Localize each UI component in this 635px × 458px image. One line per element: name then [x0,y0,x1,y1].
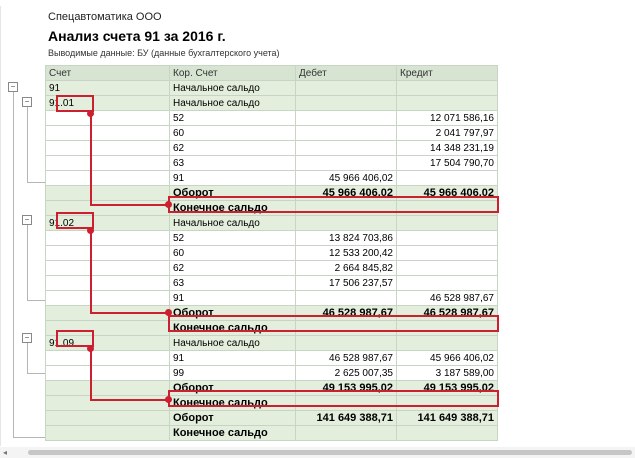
cell-corr: 99 [170,366,296,381]
cell-debit: 2 664 845,82 [296,261,397,276]
cell-corr: Оборот [170,306,296,321]
cell-account [46,366,170,381]
cell-corr: Конечное сальдо [170,426,296,441]
cell-debit: 13 824 703,86 [296,231,397,246]
report-table [45,65,498,441]
cell-account [46,426,170,441]
cell-corr: 60 [170,126,296,141]
table-row[interactable] [46,291,498,306]
cell-debit [296,111,397,126]
table-row[interactable] [46,141,498,156]
cell-account [46,111,170,126]
cell-corr: Конечное сальдо [170,201,296,216]
cell-corr: Начальное сальдо [170,81,296,96]
cell-credit [397,216,498,231]
cell-credit [397,171,498,186]
table-row[interactable] [46,156,498,171]
table-row[interactable] [46,171,498,186]
cell-credit [397,231,498,246]
cell-credit [397,336,498,351]
cell-credit [397,246,498,261]
cell-corr: Оборот [170,411,296,426]
cell-debit [296,141,397,156]
cell-account: 91.02 [46,216,170,231]
cell-credit: 45 966 406,02 [397,186,498,201]
tree-line [27,300,45,301]
cell-corr: 91 [170,291,296,306]
cell-corr: Начальное сальдо [170,216,296,231]
cell-account [46,141,170,156]
cell-corr: 52 [170,111,296,126]
cell-corr: 60 [170,246,296,261]
table-row[interactable] [46,246,498,261]
cell-account [46,351,170,366]
annotation-dot [87,345,94,352]
collapse-group-91[interactable]: − [8,82,18,92]
table-row[interactable] [46,276,498,291]
cell-debit [296,426,397,441]
cell-account [46,126,170,141]
collapse-group-91-09[interactable]: − [22,333,32,343]
cell-corr: 63 [170,276,296,291]
table-row[interactable] [46,216,498,231]
annotation-connector [90,113,92,205]
tree-line [13,437,45,438]
cell-corr: 91 [170,171,296,186]
highlight-closing-balance-91-02 [168,315,499,332]
cell-corr: 63 [170,156,296,171]
cell-debit: 49 153 995,02 [296,381,397,396]
cell-credit: 12 071 586,16 [397,111,498,126]
cell-credit [397,96,498,111]
report-subtitle: Выводимые данные: БУ (данные бухгалтерского учета) [48,48,280,58]
cell-debit: 46 528 987,67 [296,306,397,321]
scroll-left-icon[interactable]: ◂ [3,448,8,457]
cell-credit: 141 649 388,71 [397,411,498,426]
annotation-dot [87,227,94,234]
table-row[interactable] [46,261,498,276]
cell-debit [296,81,397,96]
col-header-debit[interactable]: Дебет [296,66,397,81]
report-company: Спецавтоматика ООО [48,11,162,23]
cell-account [46,411,170,426]
cell-credit [397,276,498,291]
cell-debit: 141 649 388,71 [296,411,397,426]
cell-corr: 62 [170,261,296,276]
cell-credit: 3 187 589,00 [397,366,498,381]
cell-account [46,276,170,291]
tree-line [27,343,28,373]
cell-debit: 12 533 200,42 [296,246,397,261]
tree-line [27,107,28,182]
table-row[interactable] [46,111,498,126]
col-header-account[interactable]: Счет [46,66,170,81]
cell-corr: Оборот [170,186,296,201]
annotation-connector [90,399,168,401]
cell-corr: Начальное сальдо [170,336,296,351]
table-row[interactable] [46,96,498,111]
annotation-connector [90,348,92,400]
cell-debit [296,216,397,231]
cell-debit [296,156,397,171]
cell-debit: 17 506 237,57 [296,276,397,291]
cell-debit [296,291,397,306]
cell-debit: 46 528 987,67 [296,351,397,366]
col-header-credit[interactable]: Кредит [397,66,498,81]
cell-credit: 49 153 995,02 [397,381,498,396]
cell-debit [296,96,397,111]
cell-credit: 2 041 797,97 [397,126,498,141]
collapse-group-91-02[interactable]: − [22,215,32,225]
horizontal-scrollbar[interactable] [0,447,635,458]
cell-corr: 62 [170,141,296,156]
cell-credit [397,81,498,96]
col-header-corr-account[interactable]: Кор. Счет [170,66,296,81]
scrollbar-thumb[interactable] [28,450,632,455]
cell-credit: 45 966 406,02 [397,351,498,366]
tree-line [13,92,14,437]
highlight-closing-balance-91-09 [168,390,499,407]
table-row[interactable] [46,231,498,246]
table-row[interactable] [46,81,498,96]
cell-account: 91 [46,81,170,96]
cell-corr: Конечное сальдо [170,396,296,411]
highlight-closing-balance-91-01 [168,196,499,213]
cell-account [46,291,170,306]
cell-credit [397,426,498,441]
cell-account [46,261,170,276]
cell-account [46,186,170,201]
table-row[interactable] [46,336,498,351]
cell-credit: 14 348 231,19 [397,141,498,156]
cell-debit [296,336,397,351]
cell-account: 91.09 [46,336,170,351]
cell-debit [296,126,397,141]
cell-debit: 45 966 406,02 [296,171,397,186]
cell-account [46,171,170,186]
cell-account [46,246,170,261]
annotation-connector [90,312,168,314]
cell-account [46,381,170,396]
collapse-group-91-01[interactable]: − [22,97,32,107]
tree-line [27,225,28,300]
cell-credit: 46 528 987,67 [397,306,498,321]
table-row-grand-total[interactable] [46,411,498,426]
cell-debit: 45 966 406,02 [296,186,397,201]
cell-account [46,156,170,171]
cell-account [46,231,170,246]
table-row[interactable] [46,126,498,141]
cell-corr: 52 [170,231,296,246]
cell-corr: 91 [170,351,296,366]
table-header-row [46,66,498,81]
cell-credit [397,261,498,276]
cell-account: 91.01 [46,96,170,111]
cell-debit: 2 625 007,35 [296,366,397,381]
cell-corr: Конечное сальдо [170,321,296,336]
tree-line [27,182,45,183]
cell-corr: Начальное сальдо [170,96,296,111]
report-title: Анализ счета 91 за 2016 г. [48,28,226,44]
table-row[interactable] [46,351,498,366]
table-row[interactable] [46,366,498,381]
tree-line [27,373,45,374]
annotation-dot [87,110,94,117]
left-gutter-divider [0,6,1,446]
annotation-connector [90,204,168,206]
table-row-grand-total[interactable] [46,426,498,441]
cell-corr: Оборот [170,381,296,396]
annotation-connector [90,230,92,313]
cell-account [46,396,170,411]
cell-credit: 46 528 987,67 [397,291,498,306]
cell-credit: 17 504 790,70 [397,156,498,171]
